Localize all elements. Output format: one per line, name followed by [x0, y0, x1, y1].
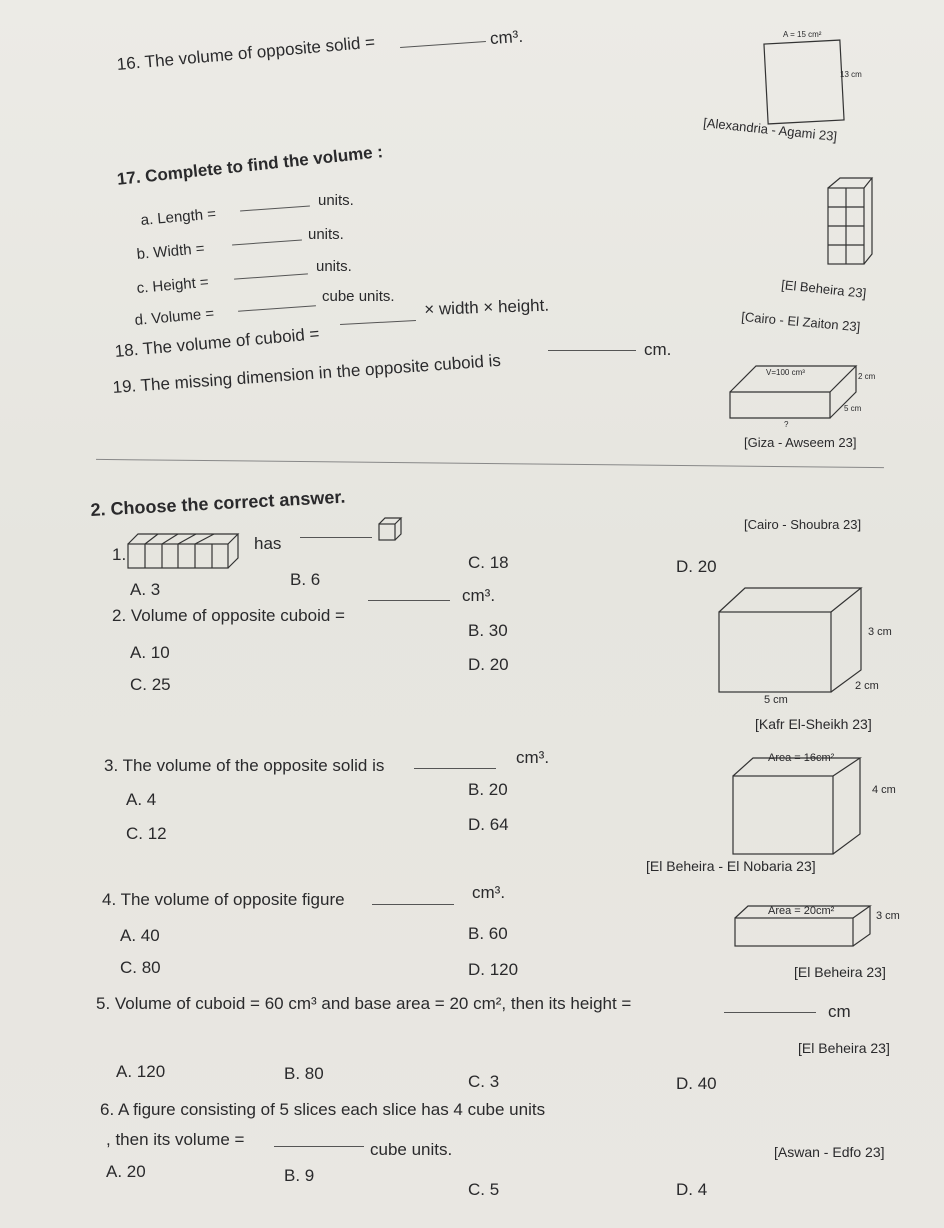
s2q1-source: [Cairo - Shoubra 23]: [744, 517, 862, 532]
q19-text: 19. The missing dimension in the opposite cuboid is: [112, 350, 502, 397]
s2q1-option-d[interactable]: D. 20: [676, 557, 717, 576]
s2q4-text: 4. The volume of opposite figure: [102, 890, 345, 909]
q17-c-label: c. Height =: [136, 273, 210, 297]
q17-a-unit: units.: [318, 192, 354, 209]
q18-rest: × width × height.: [424, 295, 550, 319]
q19-fig-height: 5 cm: [844, 404, 862, 413]
s2q6-unit: cube units.: [370, 1140, 453, 1159]
s2q4-source: [El Beheira 23]: [794, 964, 886, 980]
q17-c-blank: [234, 273, 308, 279]
q19-unit: cm.: [644, 340, 672, 359]
s2q4-fig-height: 3 cm: [876, 910, 900, 922]
q18-source: [Cairo - El Zaiton 23]: [740, 309, 861, 335]
s2q1-option-a[interactable]: A. 3: [130, 580, 161, 599]
q19-fig-missing: ?: [784, 420, 789, 429]
s2q2-source: [Kafr El-Sheikh 23]: [755, 716, 872, 732]
s2q6-line1: 6. A figure consisting of 5 slices each slice has 4 cube units: [100, 1100, 546, 1119]
s2q5-unit: cm: [828, 1002, 851, 1021]
s2q3-option-d[interactable]: D. 64: [468, 815, 509, 834]
q17-cube-stack-figure: [822, 172, 878, 268]
section2-heading: 2. Choose the correct answer.: [90, 486, 346, 520]
s2q3-text: 3. The volume of the opposite solid is: [104, 756, 385, 775]
q16-unit: cm³.: [489, 26, 524, 49]
s2q4-blank: [372, 904, 454, 905]
q17-a-blank: [240, 206, 310, 212]
q16-text: 16. The volume of opposite solid =: [116, 32, 376, 74]
s2q4-fig-area: Area = 20cm²: [768, 905, 835, 917]
s2q4-option-b[interactable]: B. 60: [468, 924, 508, 943]
q17-d-label: d. Volume =: [134, 305, 215, 329]
q17-b-label: b. Width =: [136, 240, 206, 263]
q16-prism-figure: [760, 30, 850, 120]
q19-source: [Giza - Awseem 23]: [744, 435, 857, 450]
section-divider: [96, 459, 884, 468]
s2q2-fig-length: 5 cm: [764, 694, 788, 706]
s2q2-option-d[interactable]: D. 20: [468, 655, 509, 674]
q19-fig-volume: V=100 cm³: [766, 368, 805, 377]
s2q5-option-a[interactable]: A. 120: [116, 1062, 166, 1081]
q19-cuboid-figure: [726, 356, 866, 426]
q16-blank: [400, 41, 486, 48]
q17-d-unit: cube units.: [322, 288, 395, 305]
s2q3-fig-area: Area = 16cm²: [768, 752, 835, 764]
s2q4-option-d[interactable]: D. 120: [468, 960, 519, 979]
s2q6-blank: [274, 1146, 364, 1147]
s2q6-option-d[interactable]: D. 4: [676, 1180, 708, 1199]
s2q6-option-c[interactable]: C. 5: [468, 1180, 500, 1199]
s2q5-option-b[interactable]: B. 80: [284, 1064, 324, 1083]
s2q4-option-c[interactable]: C. 80: [120, 958, 161, 977]
s2q6-line2: , then its volume =: [106, 1130, 245, 1149]
s2q2-blank: [368, 600, 450, 601]
s2q5-text: 5. Volume of cuboid = 60 cm³ and base area = 20 cm², then its height =: [96, 994, 632, 1013]
s2q5-option-c[interactable]: C. 3: [468, 1072, 500, 1091]
q17-b-unit: units.: [308, 226, 344, 243]
q19-fig-depth: 2 cm: [858, 372, 876, 381]
s2q1-unit-cube-icon: [376, 516, 404, 544]
s2q3-fig-height: 4 cm: [872, 784, 896, 796]
q16-fig-height: 13 cm: [840, 70, 862, 79]
q17-b-blank: [232, 240, 302, 246]
s2q1-blank: [300, 537, 372, 538]
q17-title: 17. Complete to find the volume :: [116, 142, 384, 189]
s2q3-source: [El Beheira - El Nobaria 23]: [646, 858, 816, 874]
s2q1-num: 1.: [112, 545, 127, 564]
s2q2-option-a[interactable]: A. 10: [130, 643, 170, 662]
s2q1-option-b[interactable]: B. 6: [290, 570, 321, 589]
s2q2-unit: cm³.: [462, 586, 496, 605]
q19-blank: [548, 350, 636, 351]
q17-a-label: a. Length =: [140, 205, 217, 229]
s2q2-fig-depth: 2 cm: [855, 680, 879, 692]
s2q1-text: has: [254, 534, 282, 553]
q16-source: [Alexandria - Agami 23]: [702, 115, 838, 144]
s2q4-option-a[interactable]: A. 40: [120, 926, 160, 945]
s2q2-fig-height: 3 cm: [868, 626, 892, 638]
s2q2-option-b[interactable]: B. 30: [468, 621, 508, 640]
s2q6-option-b[interactable]: B. 9: [284, 1166, 315, 1185]
s2q3-unit: cm³.: [516, 748, 550, 767]
s2q5-source: [El Beheira 23]: [798, 1040, 890, 1056]
s2q6-source: [Aswan - Edfo 23]: [774, 1144, 885, 1160]
s2q1-option-c[interactable]: C. 18: [468, 553, 509, 572]
q18-blank: [340, 320, 416, 325]
q17-c-unit: units.: [316, 258, 352, 275]
q17-d-blank: [238, 305, 316, 311]
s2q3-option-b[interactable]: B. 20: [468, 780, 508, 799]
s2q4-unit: cm³.: [472, 883, 506, 902]
s2q1-row-of-cubes-figure: [124, 532, 250, 572]
s2q3-blank: [414, 768, 496, 769]
s2q3-option-c[interactable]: C. 12: [126, 824, 167, 843]
s2q2-cuboid-figure: [716, 586, 866, 698]
s2q5-option-d[interactable]: D. 40: [676, 1074, 717, 1093]
s2q3-cube-figure: [730, 756, 866, 856]
s2q6-option-a[interactable]: A. 20: [106, 1162, 146, 1181]
q16-fig-area: A = 15 cm²: [783, 30, 822, 39]
s2q5-blank: [724, 1012, 816, 1013]
q18-text: 18. The volume of cuboid =: [114, 324, 321, 361]
q17-source: [El Beheira 23]: [780, 277, 867, 301]
s2q2-option-c[interactable]: C. 25: [130, 675, 171, 694]
s2q2-text: 2. Volume of opposite cuboid =: [112, 606, 345, 625]
s2q3-option-a[interactable]: A. 4: [126, 790, 157, 809]
